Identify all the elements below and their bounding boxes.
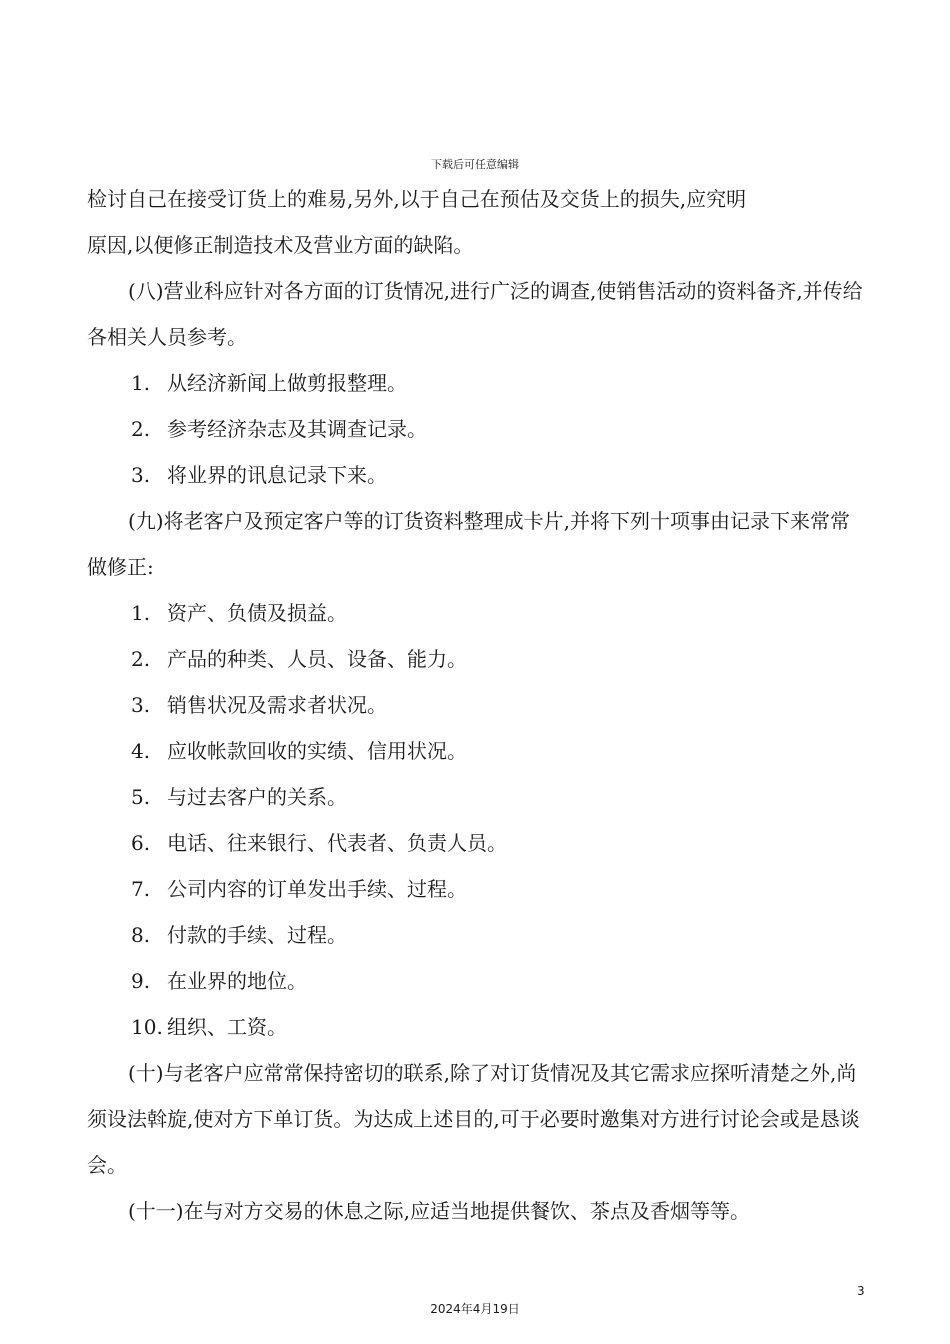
list-number: 2.	[131, 417, 151, 441]
list-text: 将业界的讯息记录下来。	[167, 463, 387, 487]
list-text: 参考经济杂志及其调查记录。	[167, 417, 427, 441]
list-item	[87, 958, 867, 1004]
paragraph-section-10: (十)与老客户应常常保持密切的联系,除了对订货情况及其它需求应探听清楚之外,尚须设法斡旋,使对方下单订货。为达成上述目的,可于必要时邀集对方进行讨论会或是恳谈会。	[87, 1061, 860, 1177]
paragraph-line: 检讨自己在接受订货上的难易,另外,以于自己在预估及交货上的损失,应究明	[87, 187, 747, 211]
list-number: 2.	[131, 647, 151, 671]
list-number: 1.	[131, 371, 151, 395]
list-item	[87, 912, 867, 958]
list-text: 从经济新闻上做剪报整理。	[167, 371, 407, 395]
list-number: 10.	[131, 1015, 163, 1039]
list-number: 4.	[131, 739, 151, 763]
paragraph-section-11: (十一)在与对方交易的休息之际,应适当地提供餐饮、茶点及香烟等等。	[128, 1199, 750, 1223]
paragraph-line: 原因,以便修正制造技术及营业方面的缺陷。	[87, 233, 474, 257]
list-number: 1.	[131, 601, 151, 625]
list-text: 在业界的地位。	[167, 969, 307, 993]
header-note: 下载后可任意编辑	[431, 158, 519, 171]
page-number: 3	[857, 1284, 865, 1298]
list-text: 付款的手续、过程。	[167, 923, 347, 947]
list-text: 公司内容的订单发出手续、过程。	[167, 877, 467, 901]
list-item	[87, 636, 867, 682]
paragraph-section-9: (九)将老客户及预定客户等的订货资料整理成卡片,并将下列十项事由记录下来常常做修正:	[87, 509, 850, 579]
list-text: 产品的种类、人员、设备、能力。	[167, 647, 467, 671]
list-item	[87, 682, 867, 728]
list-item	[87, 406, 867, 452]
list-item	[87, 774, 867, 820]
list-text: 销售状况及需求者状况。	[167, 693, 387, 717]
list-number: 8.	[131, 923, 151, 947]
list-number: 3.	[131, 693, 151, 717]
document-body	[87, 176, 867, 1234]
list-number: 6.	[131, 831, 151, 855]
list-item	[87, 820, 867, 866]
list-number: 9.	[131, 969, 151, 993]
list-item	[87, 590, 867, 636]
list-item	[87, 866, 867, 912]
list-text: 与过去客户的关系。	[167, 785, 347, 809]
list-item	[87, 452, 867, 498]
list-text: 组织、工资。	[167, 1015, 287, 1039]
list-item	[87, 360, 867, 406]
list-text: 电话、往来银行、代表者、负责人员。	[167, 831, 507, 855]
list-number: 7.	[131, 877, 151, 901]
list-text: 资产、负债及损益。	[167, 601, 347, 625]
list-text: 应收帐款回收的实绩、信用状况。	[167, 739, 467, 763]
list-number: 3.	[131, 463, 151, 487]
footer-date: 2024年4月19日	[430, 1302, 520, 1316]
list-item	[87, 728, 867, 774]
list-number: 5.	[131, 785, 151, 809]
list-item	[87, 1004, 867, 1050]
paragraph-section-8: (八)营业科应针对各方面的订货情况,进行广泛的调查,使销售活动的资料备齐,并传给各相关人员参考。	[87, 279, 863, 349]
